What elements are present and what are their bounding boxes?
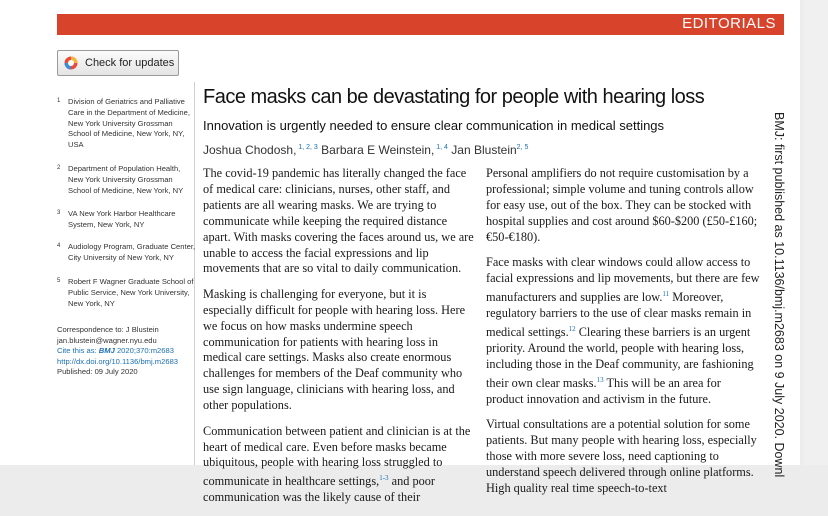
author-list	[203, 143, 528, 157]
cite-this-as	[57, 346, 192, 357]
side-citation-text: BMJ: first published as 10.1136/bmj.m2683 on 9 July 2020. Downl	[772, 112, 786, 478]
section-label: EDITORIALS	[682, 15, 776, 32]
paragraph	[486, 255, 761, 407]
cite-reference: 2020;370:m2683	[114, 346, 174, 356]
cite-prefix: Cite this as:	[57, 346, 99, 356]
affiliation-number: 3	[57, 210, 61, 216]
paragraph-text: Moreover, regulatory barriers to the use of clear masks remain in medical settings.	[486, 289, 752, 339]
correspondence-line: Correspondence to: J Blustein	[57, 325, 159, 334]
citation-ref[interactable]: 1-3	[379, 474, 389, 483]
affiliation-number: 2	[57, 165, 61, 171]
paragraph-text: Face masks with clear windows could allow access to facial expressions and lip movements, but there are few manufacturers and supplies are low.	[486, 255, 760, 304]
citation-ref[interactable]: 11	[662, 289, 670, 298]
paragraph: Personal amplifiers do not require customisation by a professional; simple volume and tuning controls allow for easy use, out of the box. They can be stocked with hospital supplies and cost around $60-$200 (£50-£160; €50-€180).	[486, 166, 758, 244]
correspondence-block	[57, 325, 192, 378]
affiliation-number: 1	[57, 98, 61, 104]
crossmark-icon	[64, 56, 78, 70]
doi-link[interactable]: http://dx.doi.org/10.1136/bmj.m2683	[57, 356, 179, 366]
paragraph-text: Clearing these barriers is an urgent priority. Around the world, people with hearing loss, including those in the Deaf community, are fashioning their own clear masks.	[486, 324, 754, 390]
paragraph: Virtual consultations are a potential solution for some patients. But many people with hearing loss, especially those with more severe loss, need captioning to understand speech delivered through online platforms. High quality real time speech-to-text	[486, 416, 757, 495]
author-name: Jan Blustein	[447, 143, 517, 157]
affiliation-number: 5	[57, 278, 61, 284]
author-affiliation-ref[interactable]: 1, 4	[434, 144, 448, 151]
paragraph: The covid-19 pandemic has literally changed the face of medical care: clinicians, nurses, other staff, and patients are all wearing masks. We are trying to communicate while keeping the required distance apart. With masks covering the faces around us, we are unable to access the facial expressions and lip movements that are so vital to daily communication.	[203, 166, 474, 276]
affiliation-number: 4	[57, 243, 61, 249]
affiliation-text: VA New York Harbor Healthcare System, New York, NY	[68, 209, 176, 229]
scrollbar[interactable]	[803, 0, 828, 465]
author-affiliation-ref[interactable]: 1, 2, 3	[296, 144, 318, 151]
citation-ref[interactable]: 13	[596, 375, 604, 384]
affiliation-text: Audiology Program, Graduate Center, City University of New York, NY	[68, 242, 196, 262]
correspondence-email[interactable]: jan.blustein@wagner.nyu.edu	[57, 335, 157, 345]
affiliation-text: Department of Population Health, New York University Grossman School of Medicine, New York, NY	[68, 164, 184, 195]
body-column-right	[486, 166, 761, 506]
cite-journal: BMJ	[98, 346, 115, 356]
side-citation	[768, 110, 792, 478]
body-column-left	[203, 166, 475, 516]
check-for-updates-label: Check for updates	[85, 57, 175, 69]
article-title: Face masks can be devastating for people with hearing loss	[203, 86, 705, 108]
section-banner	[57, 14, 784, 35]
citation-ref[interactable]: 12	[568, 324, 576, 333]
paragraph-text: Communication between patient and clinician is at the heart of medical care. Even before masks became ubiquitous, people with hearing loss struggled to communicate in healthcare settings,	[203, 423, 471, 489]
published-date: Published: 09 July 2020	[57, 367, 138, 377]
author-name: Barbara E Weinstein,	[317, 143, 435, 157]
author-affiliation-ref[interactable]: 2, 5	[516, 144, 529, 151]
check-for-updates-button[interactable]	[57, 50, 179, 76]
paragraph-text: This will be an area for product innovation and activism in the future.	[486, 375, 721, 406]
affiliation-text: Division of Geriatrics and Palliative Care in the Department of Medicine, New York University Grossman School of Medicine, New York, NY, USA	[68, 97, 190, 150]
author-name: Joshua Chodosh,	[203, 143, 297, 157]
affiliation-text: Robert F Wagner Graduate School of Public Service, New York University, New York, NY	[68, 277, 194, 308]
paragraph-text: and poor communication was the likely cause of their	[203, 474, 435, 505]
paragraph	[203, 424, 475, 507]
article-subtitle: Innovation is urgently needed to ensure clear communication in medical settings	[203, 118, 665, 133]
paragraph: Masking is challenging for everyone, but it is especially difficult for people with hearing loss. Here we focus on how masks undermine speech communication for patients with hearing loss in medical care settings. Masks also create enormous challenges for members of the Deaf community who use sign language, clinicians with hearing loss, and other populations.	[203, 286, 466, 413]
